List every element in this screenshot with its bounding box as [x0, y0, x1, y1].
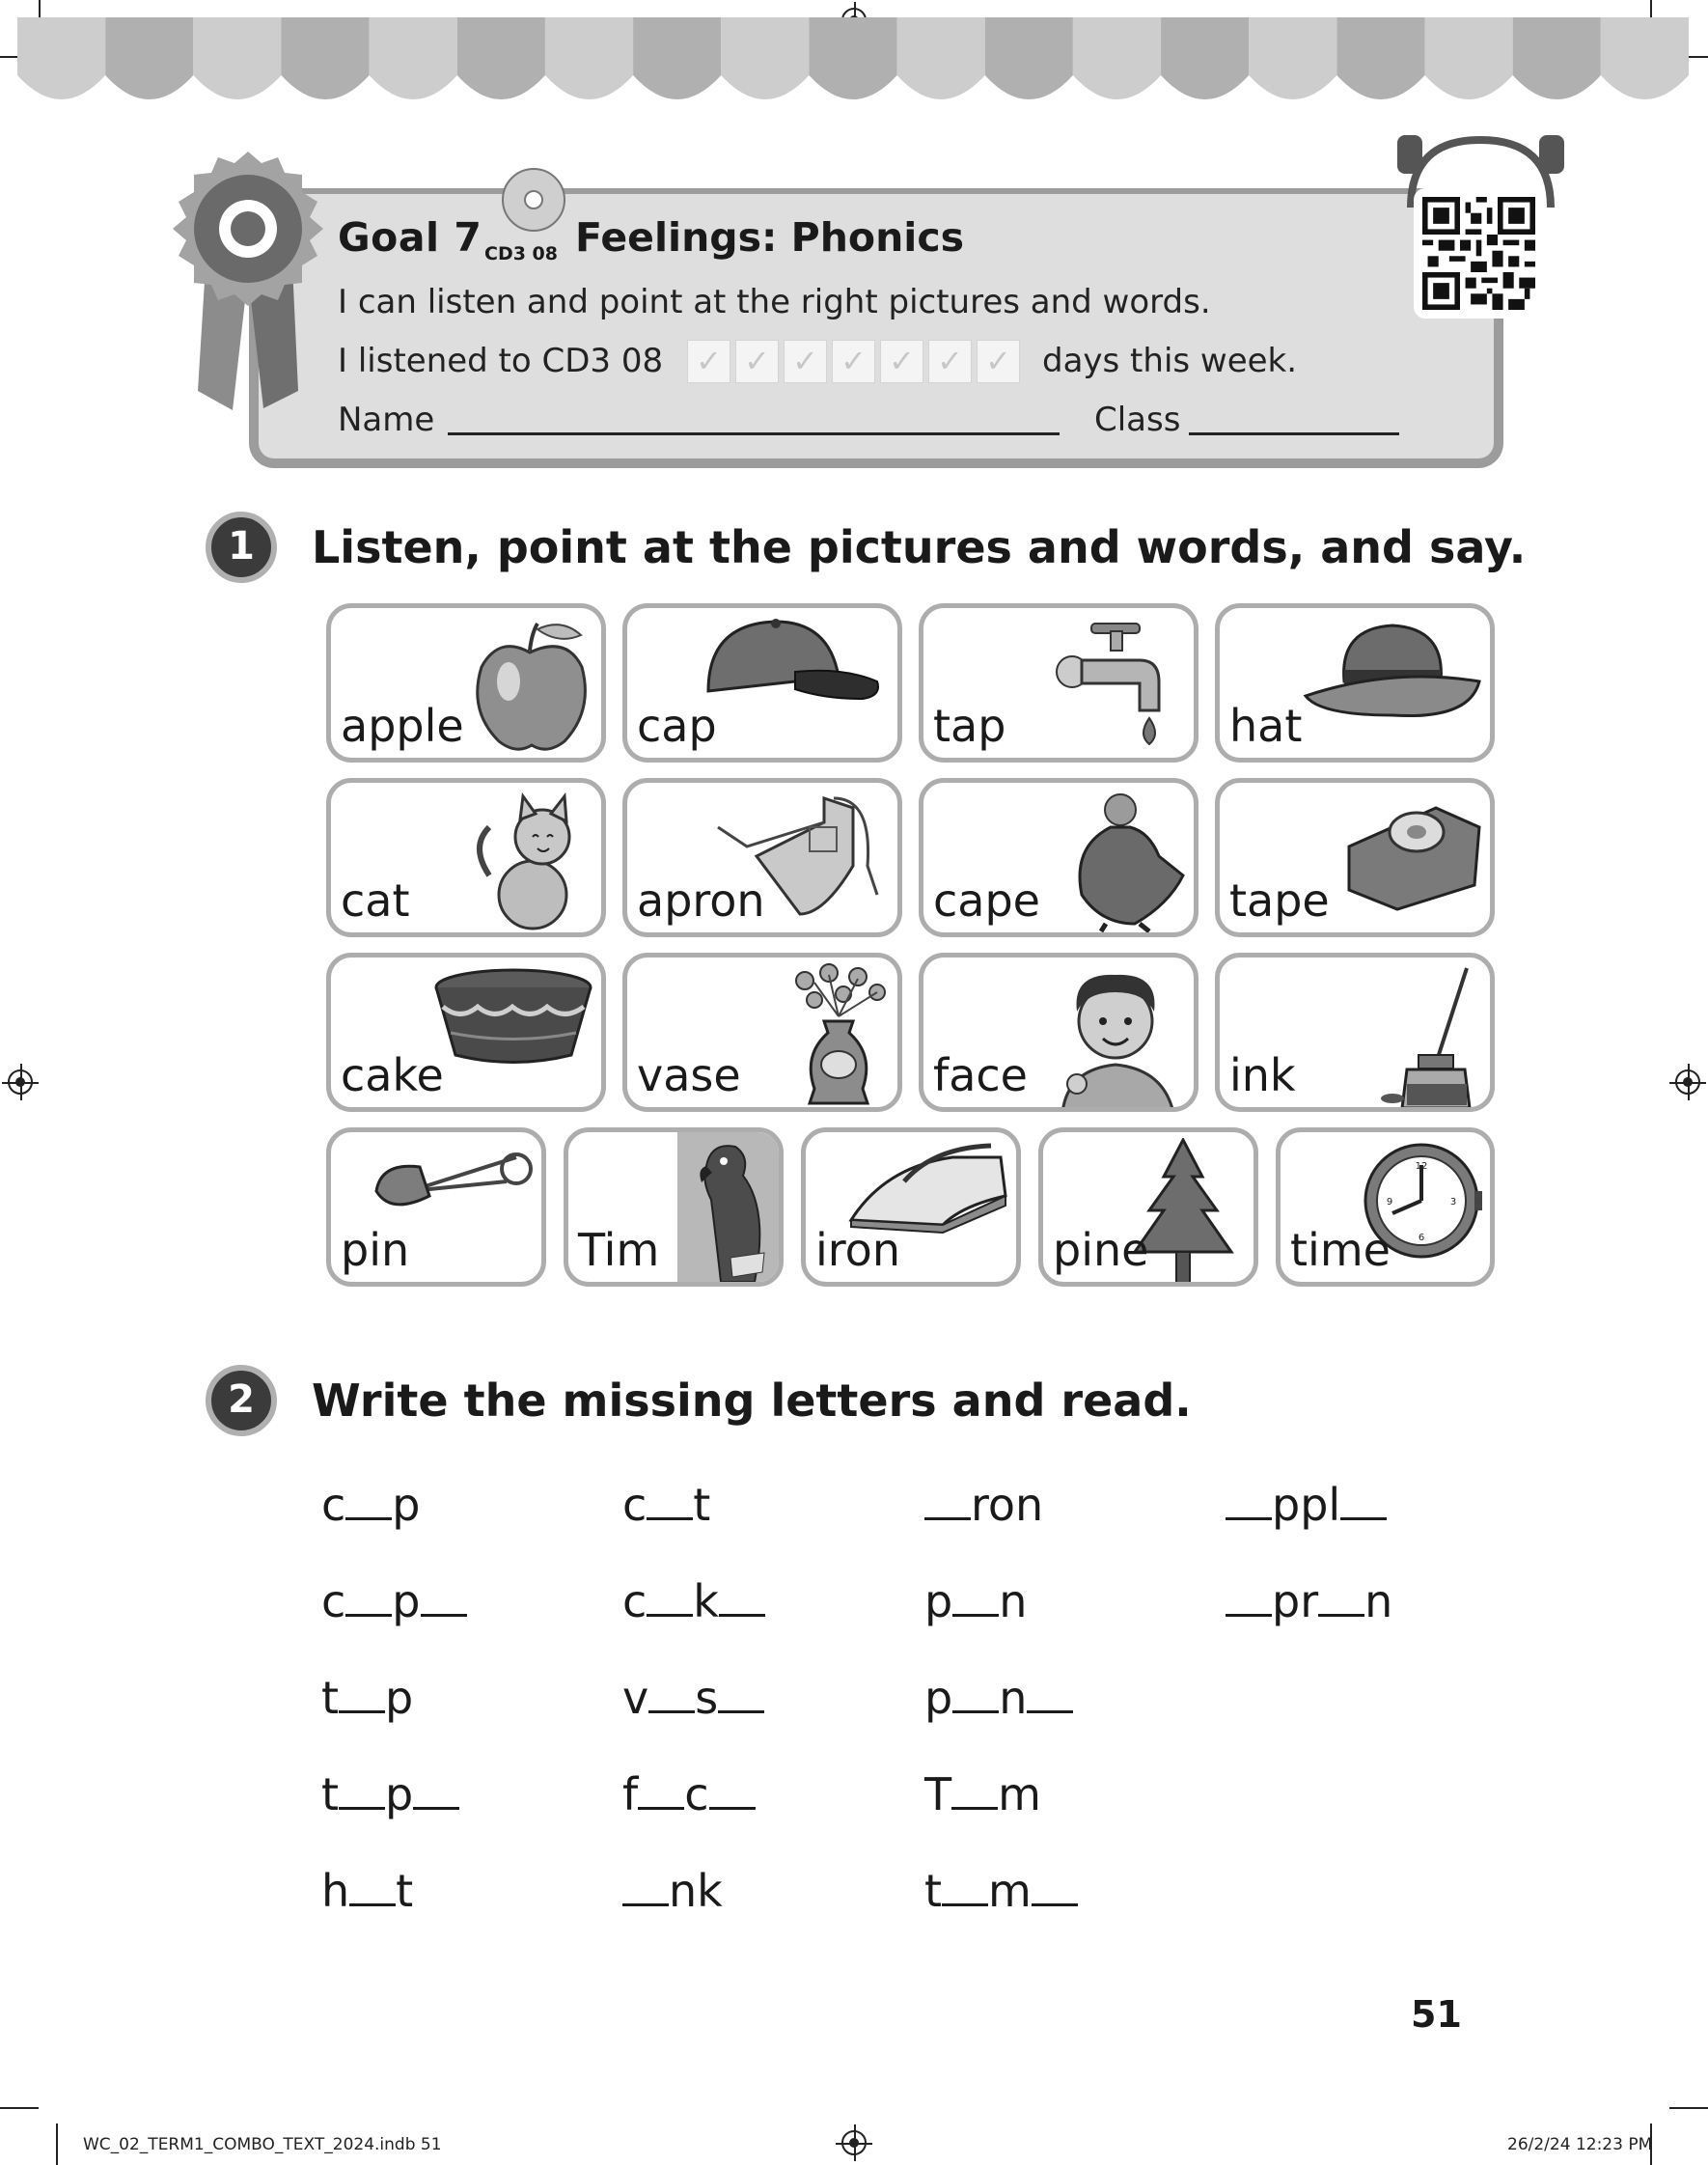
page-number: 51 [1411, 1993, 1462, 2036]
card-word: tape [1229, 874, 1330, 927]
tick-box[interactable]: ✓ [735, 340, 779, 383]
cd-track-label: CD3 08 [484, 243, 558, 264]
vase-icon [785, 963, 892, 1108]
fill-in-word[interactable]: t p [321, 1768, 459, 1820]
fill-in-word[interactable]: t p [321, 1672, 414, 1724]
awning-stripe [545, 17, 633, 99]
card-word: cape [933, 874, 1040, 927]
awning-stripe [1073, 17, 1161, 99]
awning-stripe [1513, 17, 1601, 99]
cd-disc-icon [500, 166, 567, 234]
tick-box[interactable]: ✓ [880, 340, 923, 383]
awning-stripe [1601, 17, 1689, 99]
awning-stripe [1161, 17, 1249, 99]
fill-in-word[interactable]: c k [622, 1575, 765, 1627]
card-word: Tim [578, 1224, 660, 1276]
picture-card[interactable] [326, 953, 606, 1112]
card-word: cap [637, 700, 717, 752]
goal-number: Goal 7 [338, 214, 482, 261]
fill-in-word[interactable]: c t [622, 1479, 711, 1531]
picture-card[interactable] [622, 953, 902, 1112]
svg-text:6: 6 [1418, 1233, 1425, 1243]
exercise-1-instruction: Listen, point at the pictures and words, and say. [312, 521, 1527, 573]
awning-stripe [985, 17, 1073, 99]
card-word: apple [341, 700, 464, 752]
picture-card[interactable] [326, 603, 606, 763]
class-field[interactable] [1189, 432, 1399, 435]
picture-card[interactable] [564, 1127, 784, 1287]
pin-icon [372, 1138, 536, 1215]
cap-icon [699, 614, 892, 710]
picture-card[interactable] [801, 1127, 1021, 1287]
awning-stripe [105, 17, 193, 99]
class-label: Class [1094, 401, 1181, 439]
cat-icon [470, 789, 595, 933]
exercise-1-number: 1 [206, 512, 277, 583]
card-word: ink [1229, 1049, 1296, 1101]
card-word: iron [815, 1224, 900, 1276]
card-word: face [933, 1049, 1028, 1101]
fill-in-word[interactable]: p n [924, 1672, 1073, 1724]
fill-in-word[interactable]: ppl [1226, 1479, 1387, 1531]
tick-box[interactable]: ✓ [832, 340, 875, 383]
svg-text:3: 3 [1449, 1197, 1457, 1207]
parrot-icon [677, 1132, 779, 1282]
exercise-2-instruction: Write the missing letters and read. [312, 1374, 1192, 1427]
qr-code-icon [1422, 197, 1535, 310]
picture-card[interactable] [622, 603, 902, 763]
picture-card[interactable] [326, 778, 606, 937]
hat-icon [1301, 614, 1484, 739]
tick-box[interactable]: ✓ [687, 340, 730, 383]
fill-in-word[interactable]: nk [622, 1865, 723, 1917]
awning-stripe [281, 17, 369, 99]
fill-in-word[interactable]: c p [321, 1575, 467, 1627]
listening-tick-boxes [687, 340, 1020, 383]
can-do-statement: I can listen and point at the right pictures and words. [338, 283, 1211, 321]
fill-in-word[interactable]: ron [924, 1479, 1043, 1531]
tick-box[interactable]: ✓ [784, 340, 827, 383]
tap-icon [1053, 614, 1188, 759]
ink-icon [1378, 963, 1484, 1112]
listened-prefix: I listened to CD3 08 [338, 342, 664, 380]
registration-mark-icon [1675, 1069, 1700, 1095]
picture-card[interactable] [1038, 1127, 1258, 1287]
card-word: time [1290, 1224, 1391, 1276]
awning-stripe [17, 17, 105, 99]
fill-in-word[interactable]: v s [622, 1672, 764, 1724]
fill-in-word[interactable]: T m [924, 1768, 1041, 1820]
fill-in-word[interactable]: pr n [1226, 1575, 1392, 1627]
picture-card[interactable] [326, 1127, 546, 1287]
fill-in-word[interactable]: t m [924, 1865, 1078, 1917]
apple-icon [470, 614, 595, 759]
cake-icon [431, 963, 595, 1069]
card-word: pine [1053, 1224, 1149, 1276]
awning-stripe [633, 17, 721, 99]
card-word: vase [637, 1049, 741, 1101]
picture-card[interactable] [1215, 778, 1495, 937]
awning-stripe [721, 17, 809, 99]
cape-icon [1062, 789, 1188, 933]
tape-icon [1339, 789, 1484, 914]
registration-mark-icon [841, 2130, 867, 2155]
tick-box[interactable]: ✓ [928, 340, 972, 383]
card-word: hat [1229, 700, 1303, 752]
name-label: Name [338, 401, 435, 439]
registration-mark-icon [8, 1069, 33, 1095]
awning-stripe [1336, 17, 1424, 99]
awning-stripe [897, 17, 985, 99]
fill-in-word[interactable]: h t [321, 1865, 414, 1917]
picture-card[interactable] [919, 953, 1198, 1112]
exercise-2-number: 2 [206, 1365, 277, 1436]
card-word: cat [341, 874, 410, 927]
iron-icon [846, 1138, 1010, 1235]
awning-stripe [193, 17, 281, 99]
picture-card[interactable] [1215, 953, 1495, 1112]
awning-decoration [17, 17, 1689, 119]
name-field[interactable] [448, 432, 1060, 435]
awning-stripe [809, 17, 896, 99]
awning-stripe [370, 17, 457, 99]
page-title: Feelings: Phonics [575, 214, 965, 261]
fill-in-word[interactable]: f c [622, 1768, 756, 1820]
card-word: tap [933, 700, 1006, 752]
footer-file-info: WC_02_TERM1_COMBO_TEXT_2024.indb 51 [83, 2135, 442, 2154]
picture-card[interactable] [919, 778, 1198, 937]
svg-text:9: 9 [1386, 1197, 1393, 1207]
tick-box[interactable]: ✓ [977, 340, 1020, 383]
picture-card[interactable] [1215, 603, 1495, 763]
picture-card[interactable] [919, 603, 1198, 763]
face-icon [1043, 963, 1188, 1112]
listened-suffix: days this week. [1042, 342, 1298, 380]
rosette-badge-icon [169, 150, 328, 410]
picture-card[interactable] [622, 778, 902, 937]
fill-in-word[interactable]: c p [321, 1479, 421, 1531]
awning-stripe [1425, 17, 1513, 99]
fill-in-word[interactable]: p n [924, 1575, 1028, 1627]
picture-card[interactable] [1276, 1127, 1495, 1287]
awning-stripe [457, 17, 545, 99]
svg-text:12: 12 [1415, 1161, 1428, 1172]
card-word: cake [341, 1049, 444, 1101]
card-word: pin [341, 1224, 410, 1276]
qr-code[interactable] [1414, 188, 1544, 319]
footer-timestamp: 26/2/24 12:23 PM [1507, 2135, 1653, 2154]
card-word: apron [637, 874, 765, 927]
awning-stripe [1249, 17, 1336, 99]
